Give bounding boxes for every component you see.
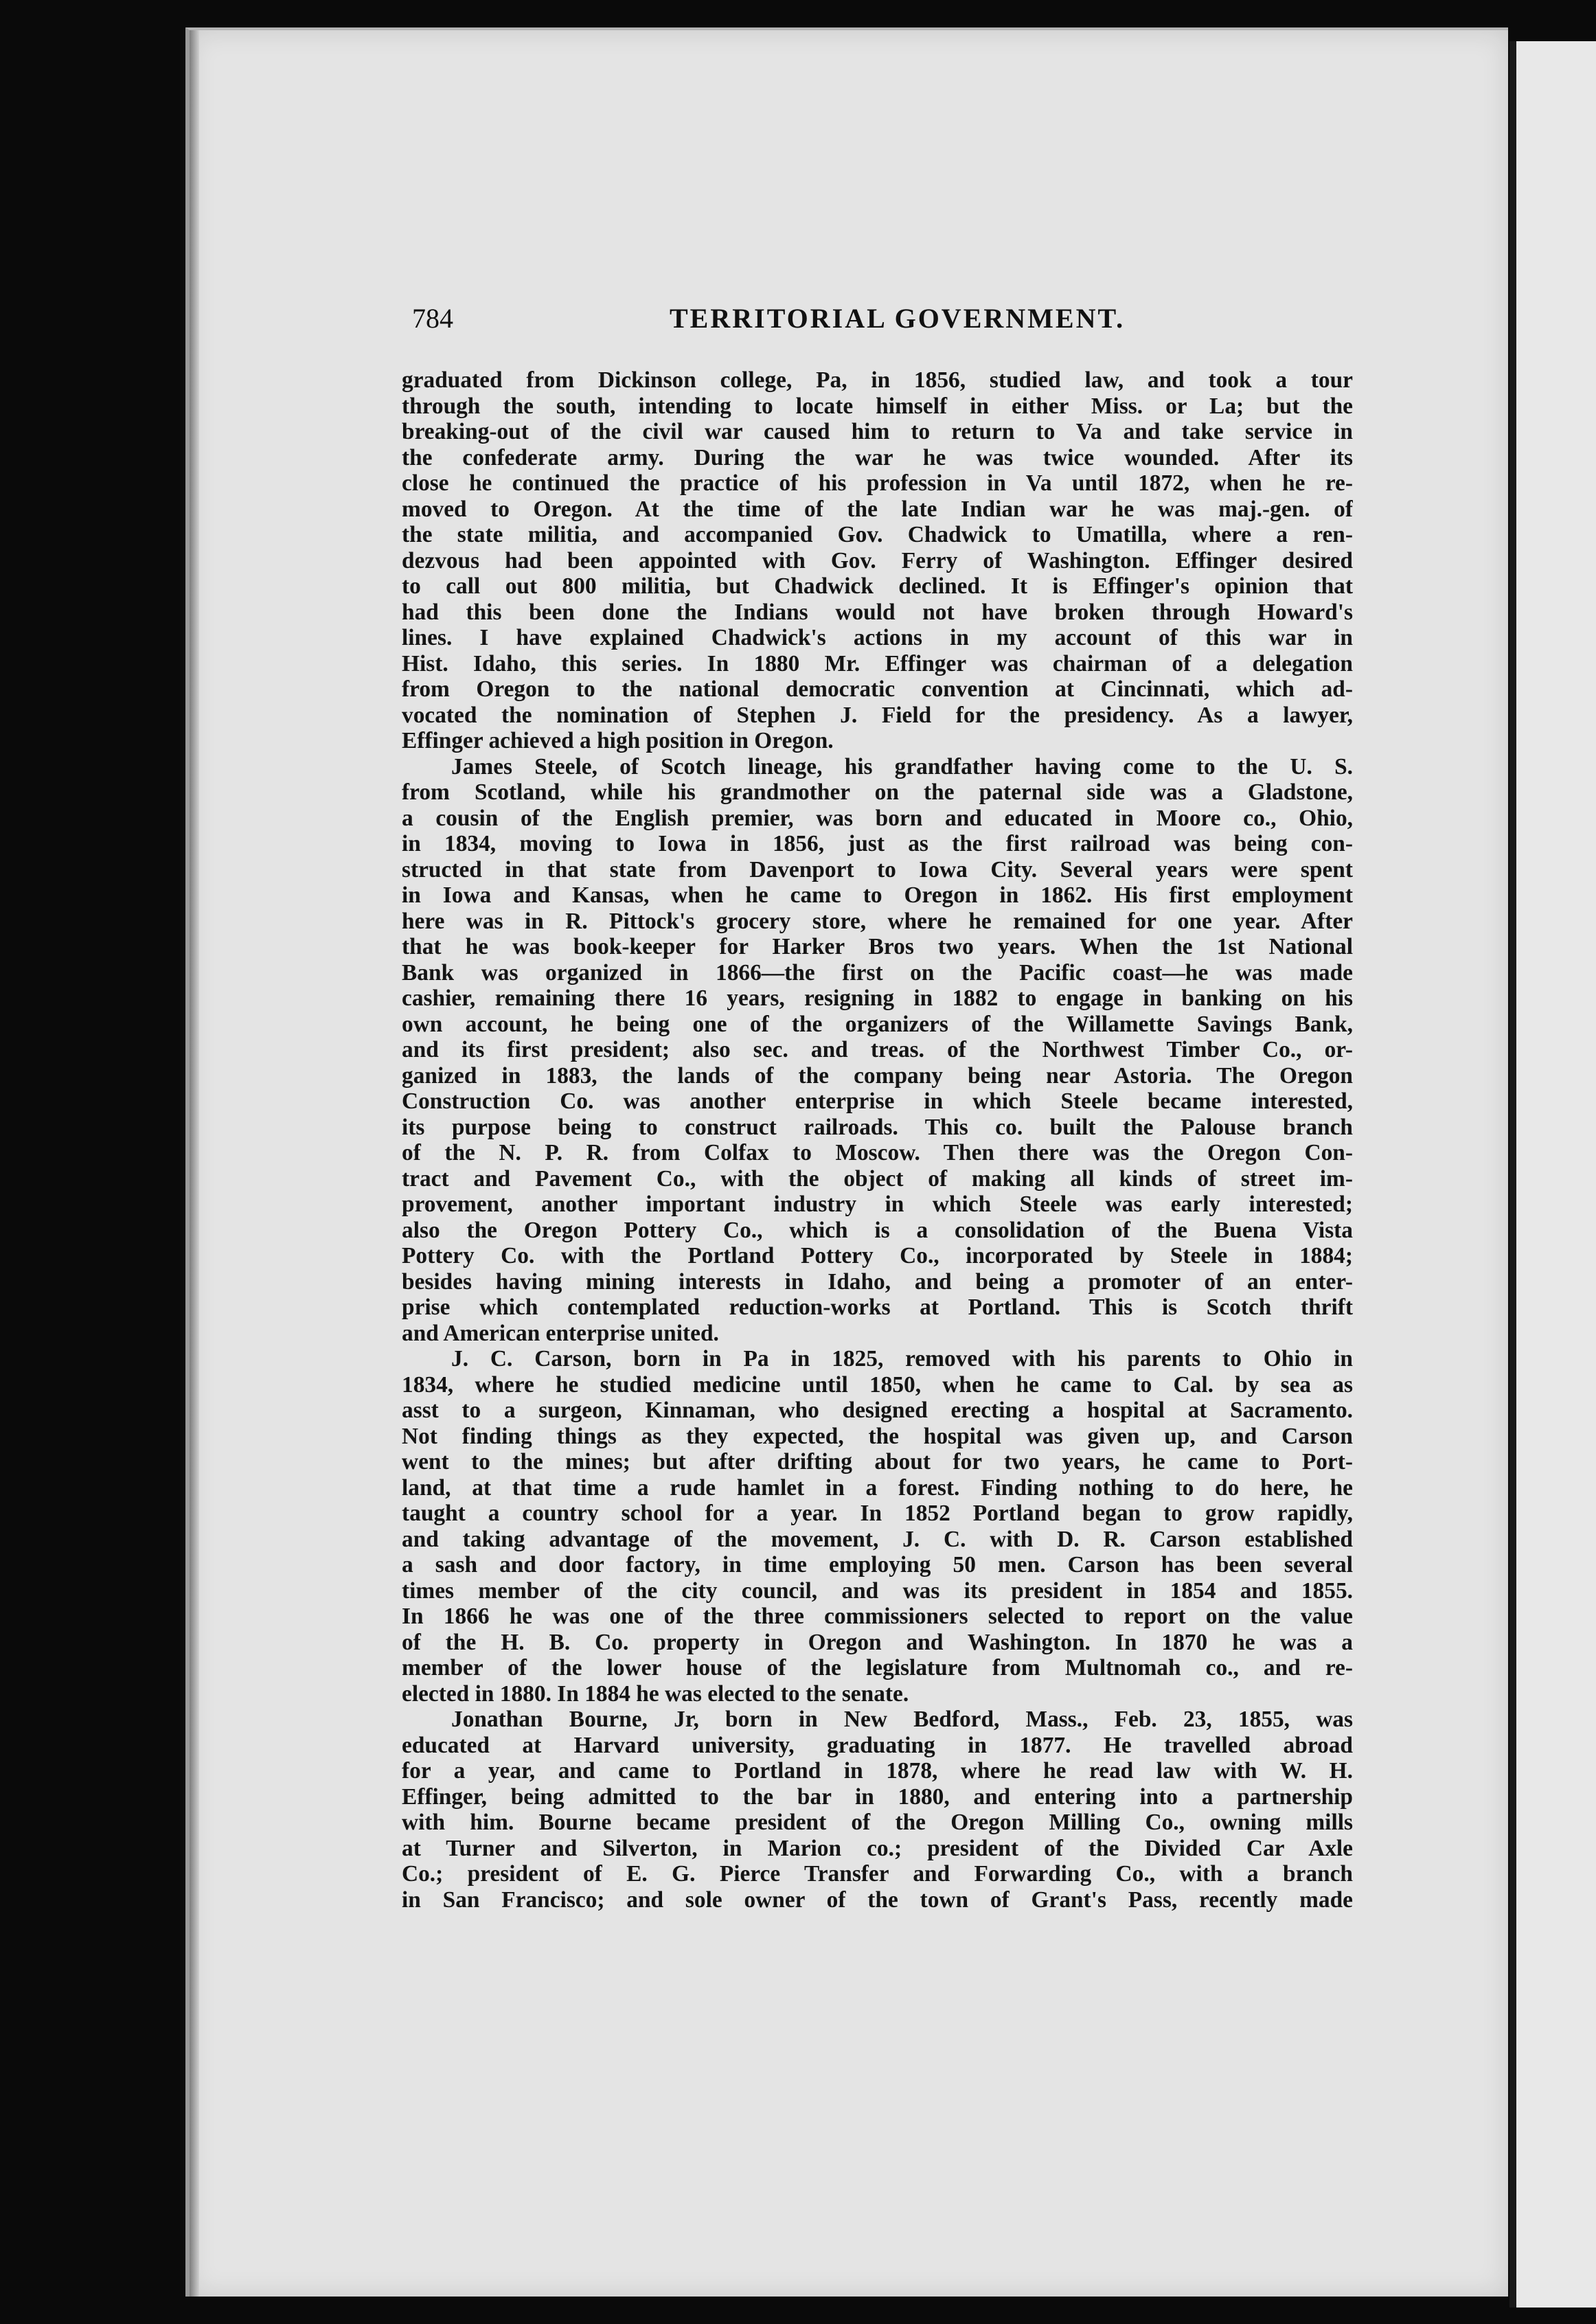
text-line: provement, another important industry in which Steele was early interested; [402, 1192, 1353, 1217]
text-line: graduated from Dickinson college, Pa, in 1856, studied law, and took a tour [402, 367, 1353, 393]
text-line: member of the lower house of the legislature from Multnomah co., and re- [402, 1655, 1353, 1681]
page-edge-shadow [190, 30, 199, 2297]
text-line: with him. Bourne became president of the Oregon Milling Co., owning mills [402, 1810, 1353, 1835]
text-line: Hist. Idaho, this series. In 1880 Mr. Effinger was chairman of a delegation [402, 650, 1353, 676]
text-line: In 1866 he was one of the three commissioners selected to report on the value [402, 1604, 1353, 1629]
adjacent-page-edge [1509, 41, 1596, 2308]
text-line: and American enterprise united. [402, 1320, 719, 1346]
text-line: asst to a surgeon, Kinnaman, who designed erecting a hospital at Sacramento. [402, 1398, 1353, 1423]
text-line: 1834, where he studied medicine until 1850, when he came to Cal. by sea as [402, 1371, 1353, 1398]
text-line: times member of the city council, and was its president in 1854 and 1855. [402, 1577, 1353, 1604]
text-line: structed in that state from Davenport to Iowa City. Several years were spent [402, 856, 1353, 882]
page-number: 784 [412, 303, 453, 334]
text-line: in Iowa and Kansas, when he came to Oregon in 1862. His first employment [402, 882, 1353, 908]
page-header [412, 302, 1346, 350]
text-line: from Scotland, while his grandmother on the paternal side was a Gladstone, [402, 779, 1353, 805]
text-line: here was in R. Pittock's grocery store, where he remained for one year. After [402, 908, 1353, 934]
text-line: and taking advantage of the movement, J. C. with D. R. Carson established [402, 1526, 1353, 1552]
paragraph-start-line: James Steele, of Scotch lineage, his grandfather having come to the U. S. [451, 753, 1353, 779]
text-line: moved to Oregon. At the time of the late Indian war he was maj.-gen. of [402, 496, 1353, 522]
text-line: close he continued the practice of his profession in Va until 1872, when he re- [402, 470, 1353, 496]
text-line: Effinger, being admitted to the bar in 1880, and entering into a partnership [402, 1784, 1353, 1810]
text-line: vocated the nomination of Stephen J. Field for the presidency. As a lawyer, [402, 702, 1353, 728]
text-line: ganized in 1883, the lands of the company being near Astoria. The Oregon [402, 1062, 1353, 1089]
text-line: tract and Pavement Co., with the object of making all kinds of street im- [402, 1165, 1353, 1192]
text-line: through the south, intending to locate himself in either Miss. or La; but the [402, 393, 1353, 419]
text-line: went to the mines; but after drifting about for two years, he came to Port- [402, 1449, 1353, 1474]
text-line: of the H. B. Co. property in Oregon and Washington. In 1870 he was a [402, 1629, 1353, 1655]
text-line: and its first president; also sec. and treas. of the Northwest Timber Co., or- [402, 1037, 1353, 1062]
text-line: a cousin of the English premier, was born and educated in Moore co., Ohio, [402, 805, 1353, 831]
text-line: Bank was organized in 1866—the first on the Pacific coast—he was made [402, 959, 1353, 986]
running-title: TERRITORIAL GOVERNMENT. [670, 303, 1126, 334]
text-line: to call out 800 militia, but Chadwick declined. It is Effinger's opinion that [402, 573, 1353, 599]
text-line: for a year, and came to Portland in 1878, where he read law with W. H. [402, 1758, 1353, 1784]
text-line: the state militia, and accompanied Gov. Chadwick to Umatilla, where a ren- [402, 522, 1353, 547]
text-line: lines. I have explained Chadwick's actions in my account of this war in [402, 625, 1353, 650]
text-line: in 1834, moving to Iowa in 1856, just as the first railroad was being con- [402, 831, 1353, 856]
text-line: at Turner and Silverton, in Marion co.; president of the Divided Car Axle [402, 1835, 1353, 1861]
text-line: of the N. P. R. from Colfax to Moscow. Then there was the Oregon Con- [402, 1140, 1353, 1165]
text-line: Effinger achieved a high position in Oregon. [402, 728, 834, 753]
text-line: cashier, remaining there 16 years, resigning in 1882 to engage in banking on his [402, 986, 1353, 1011]
text-line: its purpose being to construct railroads. This co. built the Palouse branch [402, 1114, 1353, 1140]
text-line: dezvous had been appointed with Gov. Ferry of Washington. Effinger desired [402, 547, 1353, 573]
text-line: land, at that time a rude hamlet in a forest. Finding nothing to do here, he [402, 1474, 1353, 1501]
text-line: Co.; president of E. G. Pierce Transfer and Forwarding Co., with a branch [402, 1861, 1353, 1887]
text-line: Construction Co. was another enterprise in which Steele became interested, [402, 1089, 1353, 1114]
text-line: also the Oregon Pottery Co., which is a consolidation of the Buena Vista [402, 1217, 1353, 1243]
text-line: own account, he being one of the organizers of the Willamette Savings Bank, [402, 1011, 1353, 1037]
text-line: breaking-out of the civil war caused him to return to Va and take service in [402, 419, 1353, 444]
text-line: Not finding things as they expected, the hospital was given up, and Carson [402, 1423, 1353, 1449]
text-line: educated at Harvard university, graduating in 1877. He travelled abroad [402, 1732, 1353, 1758]
text-line: the confederate army. During the war he was twice wounded. After its [402, 444, 1353, 470]
text-line: taught a country school for a year. In 1852 Portland began to grow rapidly, [402, 1501, 1353, 1526]
text-line: elected in 1880. In 1884 he was elected to the senate. [402, 1681, 909, 1707]
text-line: in San Francisco; and sole owner of the town of Grant's Pass, recently made [402, 1887, 1353, 1913]
text-line: had this been done the Indians would not have broken through Howard's [402, 599, 1353, 625]
text-line: Pottery Co. with the Portland Pottery Co., incorporated by Steele in 1884; [402, 1243, 1353, 1268]
body-text [402, 367, 1353, 1913]
paragraph-start-line: Jonathan Bourne, Jr, born in New Bedford, Mass., Feb. 23, 1855, was [451, 1707, 1353, 1732]
text-line: a sash and door factory, in time employing 50 men. Carson has been several [402, 1552, 1353, 1577]
text-line: prise which contemplated reduction-works at Portland. This is Scotch thrift [402, 1295, 1353, 1320]
text-line: from Oregon to the national democratic convention at Cincinnati, which ad- [402, 676, 1353, 702]
paragraph-start-line: J. C. Carson, born in Pa in 1825, removed with his parents to Ohio in [451, 1346, 1353, 1371]
text-line: besides having mining interests in Idaho, and being a promoter of an enter- [402, 1268, 1353, 1295]
text-line: that he was book-keeper for Harker Bros two years. When the 1st National [402, 934, 1353, 959]
